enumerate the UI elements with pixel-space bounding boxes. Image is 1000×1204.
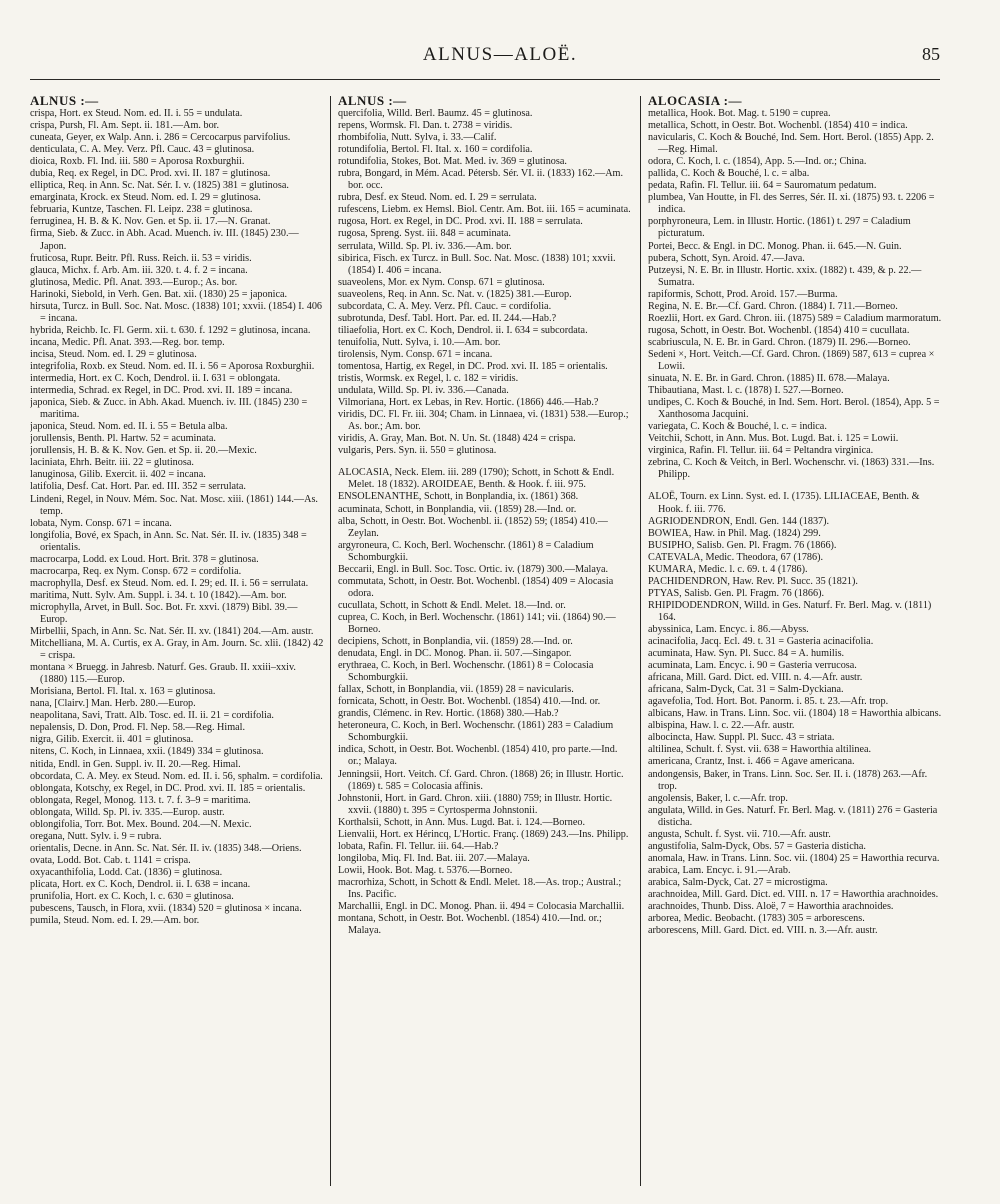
index-entry: AGRIODENDRON, Endl. Gen. 144 (1837). <box>648 515 830 527</box>
index-entry: rhombifolia, Nutt. Sylva, i. 33.—Calif. <box>338 132 497 144</box>
index-entry: Morisiana, Bertol. Fl. Ital. x. 163 = glutinosa. <box>30 686 216 698</box>
index-entry: ALOCASIA, Neck. Elem. iii. 289 (1790); Schott, in Schott & Endl. Melet. 18 (1832). AROIDEAE, Benth. & Hook. f. iii. 975. <box>338 467 615 491</box>
index-entry: metallica, Schott, in Oestr. Bot. Wochenbl. (1854) 410 = indica. <box>648 120 908 132</box>
index-entry: ovata, Lodd. Bot. Cab. t. 1141 = crispa. <box>30 854 191 866</box>
columns <box>30 94 940 1194</box>
index-entry: tiliaefolia, Hort. ex C. Koch, Dendrol. ii. I. 634 = subcordata. <box>338 324 588 336</box>
index-entry: Putzeysi, N. E. Br. in Illustr. Hortic. xxix. (1882) t. 439, & p. 22.—Sumatra. <box>648 264 922 288</box>
index-entry: Thibautiana, Mast. l. c. (1878) I. 527.—Borneo. <box>648 385 844 397</box>
index-entry: glutinosa, Medic. Pfl. Anat. 393.—Europ.; As. bor. <box>30 276 238 288</box>
index-entry: oblongata, Willd. Sp. Pl. iv. 335.—Europ. austr. <box>30 806 225 818</box>
index-entry: japonica, Sieb. & Zucc. in Abh. Akad. Muench. iv. III. (1845) 230 = maritima. <box>30 397 308 421</box>
index-entry: fallax, Schott, in Bonplandia, vii. (1859) 28 = navicularis. <box>338 684 574 696</box>
index-entry: macrophylla, Desf. ex Steud. Nom. ed. I. 29; ed. II. i. 56 = serrulata. <box>30 577 309 589</box>
index-entry: neapolitana, Savi, Tratt. Alb. Tosc. ed. II. ii. 21 = cordifolia. <box>30 710 274 722</box>
entry-list <box>30 108 324 927</box>
index-entry: prunifolia, Hort. ex C. Koch, l. c. 630 = glutinosa. <box>30 891 234 903</box>
index-entry: nitens, C. Koch, in Linnaea, xxii. (1849) 334 = glutinosa. <box>30 746 264 758</box>
index-entry: oblongifolia, Torr. Bot. Mex. Bound. 204.—N. Mexic. <box>30 818 252 830</box>
column-2 <box>338 94 632 1194</box>
index-entry: elliptica, Req. in Ann. Sc. Nat. Sér. I. v. (1825) 381 = glutinosa. <box>30 180 289 192</box>
index-entry: cuprea, C. Koch, in Berl. Wochenschr. (1861) 141; vii. (1864) 90.—Borneo. <box>338 611 616 635</box>
index-entry: rubra, Desf. ex Steud. Nom. ed. I. 29 = serrulata. <box>338 192 537 204</box>
index-entry: subrotunda, Desf. Tabl. Hort. Par. ed. II. 244.—Hab.? <box>338 312 557 324</box>
index-entry: rugosa, Schott, in Oestr. Bot. Wochenbl. (1854) 410 = cucullata. <box>648 324 910 336</box>
index-entry: viridis, DC. Fl. Fr. iii. 304; Cham. in Linnaea, vi. (1831) 538.—Europ.; As. bor.; Am. bor. <box>338 409 629 433</box>
index-entry: americana, Crantz, Inst. i. 466 = Agave americana. <box>648 756 855 768</box>
index-entry: jorullensis, Benth. Pl. Hartw. 52 = acuminata. <box>30 433 216 445</box>
running-head <box>0 44 1000 80</box>
index-entry: tristis, Wormsk. ex Regel, l. c. 182 = viridis. <box>338 373 519 385</box>
index-entry: tomentosa, Hartig, ex Regel, in DC. Prod. xvi. II. 185 = orientalis. <box>338 360 608 372</box>
index-entry: nigra, Gilib. Exercit. ii. 401 = glutinosa. <box>30 734 194 746</box>
index-entry: ALOË, Tourn. ex Linn. Syst. ed. I. (1735). LILIACEAE, Benth. & Hook. f. iii. 776. <box>648 491 920 515</box>
index-entry: firma, Sieb. & Zucc. in Abh. Acad. Muench. iv. III. (1845) 230.—Japon. <box>30 228 299 252</box>
index-entry: porphyroneura, Lem. in Illustr. Hortic. (1861) t. 297 = Caladium picturatum. <box>648 216 911 240</box>
index-entry: Jenningsii, Hort. Veitch. Cf. Gard. Chron. (1868) 26; in Illustr. Hortic. (1869) t. 585 = Colocasia affinis. <box>338 768 624 792</box>
index-entry: africana, Mill. Gard. Dict. ed. VIII. n. 4.—Afr. austr. <box>648 672 863 684</box>
index-entry: fruticosa, Rupr. Beitr. Pfl. Russ. Reich. ii. 53 = viridis. <box>30 252 252 264</box>
index-entry: commutata, Schott, in Oestr. Bot. Wochenbl. (1854) 409 = Alocasia odora. <box>338 575 614 599</box>
index-entry: altilinea, Schult. f. Syst. vii. 638 = Haworthia altilinea. <box>648 744 872 756</box>
index-entry: pedata, Rafin. Fl. Tellur. iii. 64 = Sauromatum pedatum. <box>648 180 877 192</box>
index-entry: pallida, C. Koch & Bouché, l. c. = alba. <box>648 168 810 180</box>
index-entry: laciniata, Ehrh. Beitr. iii. 22 = glutinosa. <box>30 457 194 469</box>
index-entry: dubia, Req. ex Regel, in DC. Prod. xvi. II. 187 = glutinosa. <box>30 168 271 180</box>
index-entry: quercifolia, Willd. Berl. Baumz. 45 = glutinosa. <box>338 108 533 119</box>
index-entry: odora, C. Koch, l. c. (1854), App. 5.—Ind. or.; China. <box>648 156 867 168</box>
index-entry: sibirica, Fisch. ex Turcz. in Bull. Soc. Nat. Mosc. (1838) 101; xxvii. (1854) I. 406 = incana. <box>338 252 616 276</box>
index-entry: Beccarii, Engl. in Bull. Soc. Tosc. Ortic. iv. (1879) 300.—Malaya. <box>338 563 609 575</box>
index-entry: albocincta, Haw. Suppl. Pl. Succ. 43 = striata. <box>648 732 835 744</box>
index-entry: RHIPIDODENDRON, Willd. in Ges. Naturf. Fr. Berl. Mag. v. (1811) 164. <box>648 599 932 623</box>
index-entry: Korthalsii, Schott, in Ann. Mus. Lugd. Bat. i. 124.—Borneo. <box>338 816 586 828</box>
index-entry: tenuifolia, Nutt. Sylva, i. 10.—Am. bor. <box>338 336 501 348</box>
index-entry: pumila, Steud. Nom. ed. I. 29.—Am. bor. <box>30 915 200 927</box>
index-entry: pubera, Schott, Syn. Aroid. 47.—Java. <box>648 252 805 264</box>
index-entry: nitida, Endl. in Gen. Suppl. iv. II. 20.—Reg. Himal. <box>30 758 241 770</box>
index-entry: Sedeni ×, Hort. Veitch.—Cf. Gard. Chron. (1869) 587, 613 = cuprea × Lowii. <box>648 348 935 372</box>
index-entry: montana × Bruegg. in Jahresb. Naturf. Ges. Graub. II. xxiii–xxiv. (1880) 115.—Europ. <box>30 662 296 686</box>
index-entry: denticulata, C. A. Mey. Verz. Pfl. Cauc. 43 = glutinosa. <box>30 144 255 156</box>
index-entry: serrulata, Willd. Sp. Pl. iv. 336.—Am. bor. <box>338 240 512 252</box>
index-entry: tirolensis, Nym. Consp. 671 = incana. <box>338 348 493 360</box>
index-entry: suaveolens, Req. in Ann. Sc. Nat. v. (1825) 381.—Europ. <box>338 288 572 300</box>
index-entry: alba, Schott, in Oestr. Bot. Wochenbl. ii. (1852) 59; (1854) 410.—Zeylan. <box>338 515 608 539</box>
index-entry: indica, Schott, in Oestr. Bot. Wochenbl. (1854) 410, pro parte.—Ind. or.; Malaya. <box>338 744 618 768</box>
index-entry: hirsuta, Turcz. in Bull. Soc. Nat. Mosc. (1838) 101; xxvii. (1854) I. 406 = incana. <box>30 300 323 324</box>
index-entry: Vilmoriana, Hort. ex Lebas, in Rev. Hortic. (1866) 446.—Hab.? <box>338 397 599 409</box>
index-entry: Roezlii, Hort. ex Gard. Chron. iii. (1875) 589 = Caladium marmoratum. <box>648 312 942 324</box>
index-entry: virginica, Rafin. Fl. Tellur. iii. 64 = Peltandra virginica. <box>648 445 874 457</box>
index-entry: lobata, Nym. Consp. 671 = incana. <box>30 517 172 529</box>
index-entry: fornicata, Schott, in Oestr. Bot. Wochenbl. (1854) 410.—Ind. or. <box>338 696 601 708</box>
column-heading: ALNUS :— <box>338 94 407 108</box>
index-entry: angulata, Willd. in Ges. Naturf. Fr. Berl. Mag. v. (1811) 276 = Gasteria disticha. <box>648 804 938 828</box>
index-entry: Lowii, Hook. Bot. Mag. t. 5376.—Borneo. <box>338 864 513 876</box>
index-entry: arborea, Medic. Beobacht. (1783) 305 = arborescens. <box>648 913 865 925</box>
index-entry: albicans, Haw. in Trans. Linn. Soc. vii. (1804) 18 = Haworthia albicans. <box>648 708 942 720</box>
index-entry: japonica, Steud. Nom. ed. II. i. 55 = Betula alba. <box>30 421 228 433</box>
index-entry: vulgaris, Pers. Syn. ii. 550 = glutinosa. <box>338 445 497 457</box>
index-entry: Johnstonii, Hort. in Gard. Chron. xiii. (1880) 759; in Illustr. Hortic. xxvii. (1880) t. 395 = Cyrtosperma Johnstonii. <box>338 792 613 816</box>
index-entry: navicularis, C. Koch & Bouché, Ind. Sem. Hort. Berol. (1855) App. 2.—Reg. Himal. <box>648 132 934 156</box>
index-entry: arachnoides, Thunb. Diss. Aloë, 7 = Haworthia arachnoides. <box>648 901 894 913</box>
index-entry: oblongata, Regel, Monog. 113. t. 7. f. 3–9 = maritima. <box>30 794 251 806</box>
index-entry: Harinoki, Siebold, in Verh. Gen. Bat. xii. (1830) 25 = japonica. <box>30 288 288 300</box>
index-entry: glauca, Michx. f. Arb. Am. iii. 320. t. 4. f. 2 = incana. <box>30 264 248 276</box>
index-entry: crispa, Hort. ex Steud. Nom. ed. II. i. 55 = undulata. <box>30 108 243 119</box>
index-entry: rotundifolia, Stokes, Bot. Mat. Med. iv. 369 = glutinosa. <box>338 156 567 168</box>
column-divider <box>330 96 331 1186</box>
index-entry: undulata, Willd. Sp. Pl. iv. 336.—Canada. <box>338 385 509 397</box>
index-entry: repens, Wormsk. Fl. Dan. t. 2738 = viridis. <box>338 120 513 132</box>
index-entry: subcordata, C. A. Mey. Verz. Pfl. Cauc. = cordifolia. <box>338 300 552 312</box>
index-entry: jorullensis, H. B. & K. Nov. Gen. et Sp. ii. 20.—Mexic. <box>30 445 257 457</box>
index-entry: orientalis, Decne. in Ann. Sc. Nat. Sér. II. iv. (1835) 348.—Oriens. <box>30 842 302 854</box>
index-entry: ferruginea, H. B. & K. Nov. Gen. et Sp. ii. 17.—N. Granat. <box>30 216 271 228</box>
index-entry: Marchallii, Engl. in DC. Monog. Phan. ii. 494 = Colocasia Marchallii. <box>338 901 625 913</box>
index-entry: agavefolia, Tod. Hort. Bot. Panorm. i. 85. t. 23.—Afr. trop. <box>648 696 889 708</box>
index-entry: crispa, Pursh, Fl. Am. Sept. ii. 181.—Am. bor. <box>30 120 220 132</box>
index-entry: Lienvalii, Hort. ex Hérincq, L'Hortic. Franç. (1869) 243.—Ins. Philipp. <box>338 828 629 840</box>
index-entry: maritima, Nutt. Sylv. Am. Suppl. i. 34. t. 10 (1842).—Am. bor. <box>30 589 287 601</box>
index-entry: intermedia, Hort. ex C. Koch, Dendrol. ii. I. 631 = oblongata. <box>30 373 281 385</box>
index-entry: cucullata, Schott, in Schott & Endl. Melet. 18.—Ind. or. <box>338 599 566 611</box>
index-entry: incisa, Steud. Nom. ed. I. 29 = glutinosa. <box>30 348 197 360</box>
index-entry: angolensis, Baker, l. c.—Afr. trop. <box>648 792 788 804</box>
index-entry: denudata, Engl. in DC. Monog. Phan. ii. 507.—Singapor. <box>338 648 572 660</box>
index-entry: Veitchii, Schott, in Ann. Mus. Bot. Lugd. Bat. i. 125 = Lowii. <box>648 433 899 445</box>
index-entry: longiloba, Miq. Fl. Ind. Bat. iii. 207.—Malaya. <box>338 852 530 864</box>
index-entry: Regina, N. E. Br.—Cf. Gard. Chron. (1884) I. 711.—Borneo. <box>648 300 898 312</box>
page-number: 85 <box>922 44 940 64</box>
index-entry: decipiens, Schott, in Bonplandia, vii. (1859) 28.—Ind. or. <box>338 636 573 648</box>
index-entry: plumbea, Van Houtte, in Fl. des Serres, Sér. II. xi. (1875) 93. t. 2206 = indica. <box>648 192 935 216</box>
index-entry: oxyacanthifolia, Lodd. Cat. (1836) = glutinosa. <box>30 866 223 878</box>
index-entry: lobata, Rafin. Fl. Tellur. iii. 64.—Hab.? <box>338 840 499 852</box>
page-title: ALNUS—ALOË. <box>422 44 578 65</box>
index-entry: pubescens, Tausch, in Flora, xvii. (1834) 520 = glutinosa × incana. <box>30 903 302 915</box>
index-entry: rugosa, Hort. ex Regel, in DC. Prod. xvi. II. 188 = serrulata. <box>338 216 583 228</box>
column-3 <box>648 94 942 1194</box>
index-entry: sinuata, N. E. Br. in Gard. Chron. (1885) II. 678.—Malaya. <box>648 373 890 385</box>
index-entry: zebrina, C. Koch & Veitch, in Berl. Wochenschr. vi. (1863) 331.—Ins. Philipp. <box>648 457 935 481</box>
index-entry: microphylla, Arvet, in Bull. Soc. Bot. Fr. xxvi. (1879) Bibl. 39.—Europ. <box>30 601 298 625</box>
index-entry: viridis, A. Gray, Man. Bot. N. Un. St. (1848) 424 = crispa. <box>338 433 576 445</box>
index-entry: rufescens, Liebm. ex Hemsl. Biol. Centr. Am. Bot. iii. 165 = acuminata. <box>338 204 631 216</box>
header-rule <box>30 79 940 80</box>
index-entry: erythraea, C. Koch, in Berl. Wochenschr. (1861) 8 = Colocasia Schomburgkii. <box>338 660 594 684</box>
index-entry: angusta, Schult. f. Syst. vii. 710.—Afr. austr. <box>648 828 831 840</box>
index-entry: februaria, Kuntze, Taschen. Fl. Leipz. 238 = glutinosa. <box>30 204 253 216</box>
entry-gap <box>338 457 632 467</box>
index-entry: obcordata, C. A. Mey. ex Steud. Nom. ed. II. i. 56, sphalm. = cordifolia. <box>30 770 323 782</box>
index-entry: variegata, C. Koch & Bouché, l. c. = indica. <box>648 421 827 433</box>
index-entry: integrifolia, Roxb. ex Steud. Nom. ed. II. i. 56 = Aporosa Roxburghii. <box>30 360 315 372</box>
index-entry: scabriuscula, N. E. Br. in Gard. Chron. (1879) II. 296.—Borneo. <box>648 336 911 348</box>
index-entry: acuminata, Lam. Encyc. i. 90 = Gasteria verrucosa. <box>648 660 857 672</box>
index-entry: abyssinica, Lam. Encyc. i. 86.—Abyss. <box>648 623 809 635</box>
entry-gap <box>648 481 942 491</box>
index-entry: latifolia, Desf. Cat. Hort. Par. ed. III. 352 = serrulata. <box>30 481 246 493</box>
index-entry: PTYAS, Salisb. Gen. Pl. Fragm. 76 (1866). <box>648 587 825 599</box>
index-entry: angustifolia, Salm-Dyck, Obs. 57 = Gasteria disticha. <box>648 840 866 852</box>
index-entry: plicata, Hort. ex C. Koch, Dendrol. ii. I. 638 = incana. <box>30 879 251 890</box>
index-entry: PACHIDENDRON, Haw. Rev. Pl. Succ. 35 (1821). <box>648 575 858 587</box>
index-entry: Portei, Becc. & Engl. in DC. Monog. Phan. ii. 645.—N. Guin. <box>648 240 902 252</box>
index-entry: argyroneura, C. Koch, Berl. Wochenschr. (1861) 8 = Caladium Schomburgkii. <box>338 539 594 563</box>
index-entry: emarginata, Krock. ex Steud. Nom. ed. I. 29 = glutinosa. <box>30 192 261 204</box>
index-entry: andongensis, Baker, in Trans. Linn. Soc. Ser. II. i. (1878) 263.—Afr. trop. <box>648 768 928 792</box>
index-entry: macrocarpa, Lodd. ex Loud. Hort. Brit. 378 = glutinosa. <box>30 553 259 565</box>
index-entry: Mirbellii, Spach, in Ann. Sc. Nat. Sér. II. xv. (1841) 204.—Am. austr. <box>30 626 314 638</box>
index-entry: macrorhiza, Schott, in Schott & Endl. Melet. 18.—As. trop.; Austral.; Ins. Pacific. <box>338 876 622 900</box>
index-entry: arabica, Lam. Encyc. i. 91.—Arab. <box>648 864 791 876</box>
index-entry: undipes, C. Koch & Bouché, in Ind. Sem. Hort. Berol. (1854), App. 5 = Xanthosoma Jacquini. <box>648 397 940 421</box>
index-entry: macrocarpa, Req. ex Nym. Consp. 672 = cordifolia. <box>30 565 242 577</box>
column-1 <box>30 94 324 1194</box>
index-entry: acuminata, Haw. Syn. Pl. Succ. 84 = A. humilis. <box>648 648 845 660</box>
index-entry: montana, Schott, in Oestr. Bot. Wochenbl. (1854) 410.—Ind. or.; Malaya. <box>338 913 602 937</box>
index-entry: CATEVALA, Medic. Theodora, 67 (1786). <box>648 551 824 563</box>
column-heading: ALNUS :— <box>30 94 99 108</box>
index-entry: arabica, Salm-Dyck, Cat. 27 = microstigma. <box>648 876 828 888</box>
index-entry: incana, Medic. Pfl. Anat. 393.—Reg. bor. temp. <box>30 336 225 348</box>
index-entry: ENSOLENANTHE, Schott, in Bonplandia, ix. (1861) 368. <box>338 491 579 503</box>
index-entry: cuneata, Geyer, ex Walp. Ann. i. 286 = Cercocarpus parvifolius. <box>30 132 291 144</box>
index-entry: longifolia, Bové, ex Spach, in Ann. Sc. Nat. Sér. II. iv. (1835) 348 = orientalis. <box>30 529 307 553</box>
index-entry: Mitchelliana, M. A. Curtis, ex A. Gray, in Am. Journ. Sc. xlii. (1842) 42 = crispa. <box>30 638 324 662</box>
index-entry: africana, Salm-Dyck, Cat. 31 = Salm-Dyckiana. <box>648 684 844 696</box>
index-entry: rapiformis, Schott, Prod. Aroid. 157.—Burma. <box>648 288 838 300</box>
column-divider <box>640 96 641 1186</box>
index-entry: lanuginosa, Gilib. Exercit. ii. 402 = incana. <box>30 469 206 481</box>
index-entry: oblongata, Kotschy, ex Regel, in DC. Prod. xvi. II. 185 = orientalis. <box>30 782 306 794</box>
index-entry: rugosa, Spreng. Syst. iii. 848 = acuminata. <box>338 228 511 240</box>
index-entry: intermedia, Schrad. ex Regel, in DC. Prod. xvi. II. 189 = incana. <box>30 385 293 397</box>
index-entry: dioica, Roxb. Fl. Ind. iii. 580 = Aporosa Roxburghii. <box>30 156 245 168</box>
index-entry: hybrida, Reichb. Ic. Fl. Germ. xii. t. 630. f. 1292 = glutinosa, incana. <box>30 324 311 336</box>
index-entry: metallica, Hook. Bot. Mag. t. 5190 = cuprea. <box>648 108 831 119</box>
entry-list <box>648 108 942 937</box>
index-entry: grandis, Clémenc. in Rev. Hortic. (1868) 380.—Hab.? <box>338 708 559 720</box>
index-entry: arborescens, Mill. Gard. Dict. ed. VIII. n. 3.—Afr. austr. <box>648 925 878 937</box>
index-entry: KUMARA, Medic. l. c. 69. t. 4 (1786). <box>648 563 808 575</box>
index-entry: albispina, Haw. l. c. 22.—Afr. austr. <box>648 720 795 732</box>
index-entry: heteroneura, C. Koch, in Berl. Wochenschr. (1861) 283 = Caladium Schomburgkii. <box>338 720 614 744</box>
entry-list <box>338 108 632 937</box>
column-heading: ALOCASIA :— <box>648 94 742 108</box>
index-entry: anomala, Haw. in Trans. Linn. Soc. vii. (1804) 25 = Haworthia recurva. <box>648 852 940 864</box>
index-entry: BOWIEA, Haw. in Phil. Mag. (1824) 299. <box>648 527 821 539</box>
index-entry: rotundifolia, Bertol. Fl. Ital. x. 160 = cordifolia. <box>338 144 533 156</box>
index-entry: arachnoidea, Mill. Gard. Dict. ed. VIII. n. 17 = Haworthia arachnoides. <box>648 889 939 900</box>
index-entry: Lindeni, Regel, in Nouv. Mém. Soc. Nat. Mosc. xiii. (1861) 144.—As. temp. <box>30 493 318 517</box>
index-entry: suaveolens, Mor. ex Nym. Consp. 671 = glutinosa. <box>338 276 545 288</box>
index-entry: oregana, Nutt. Sylv. i. 9 = rubra. <box>30 830 162 842</box>
index-entry: nana, [Clairv.] Man. Herb. 280.—Europ. <box>30 698 196 710</box>
index-entry: BUSIPHO, Salisb. Gen. Pl. Fragm. 76 (1866). <box>648 539 837 551</box>
index-entry: acinacifolia, Jacq. Ecl. 49. t. 31 = Gasteria acinacifolia. <box>648 636 874 648</box>
index-entry: rubra, Bongard, in Mém. Acad. Pétersb. Sér. VI. ii. (1833) 162.—Am. bor. occ. <box>338 168 624 192</box>
index-entry: acuminata, Schott, in Bonplandia, vii. (1859) 28.—Ind. or. <box>338 503 577 515</box>
index-entry: nepalensis, D. Don, Prod. Fl. Nep. 58.—Reg. Himal. <box>30 722 246 734</box>
